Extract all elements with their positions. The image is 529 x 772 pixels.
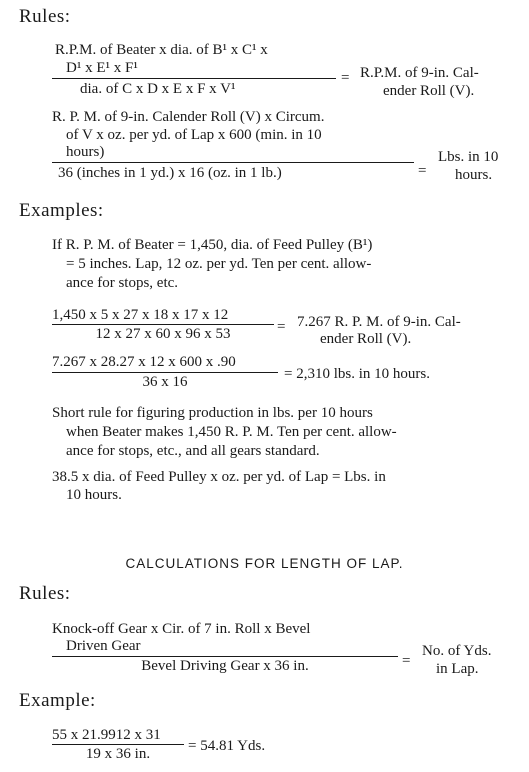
short-rule-line-3: ance for stops, etc., and all gears standard. bbox=[66, 443, 320, 459]
short-rule-line-1: Short rule for figuring production in lbs. per 10 hours bbox=[52, 405, 373, 421]
example-heading: Example: bbox=[19, 690, 96, 711]
result-line-2: hours. bbox=[455, 167, 493, 183]
numerator: 55 x 21.9912 x 31 bbox=[52, 727, 161, 743]
result-line-1: No. of Yds. bbox=[422, 643, 492, 659]
denominator: 36 x 16 bbox=[142, 374, 188, 390]
numerator-line-1: R.P.M. of Beater x dia. of B¹ x C¹ x bbox=[55, 42, 268, 58]
equals-sign: = bbox=[402, 653, 411, 669]
result-line-2: ender Roll (V). bbox=[383, 83, 475, 99]
constant-line-2: 10 hours. bbox=[66, 487, 122, 503]
denominator: Bevel Driving Gear x 36 in. bbox=[141, 658, 309, 674]
numerator-line-1: R. P. M. of 9-in. Calender Roll (V) x Circum. bbox=[52, 109, 325, 125]
fraction-bar bbox=[52, 162, 414, 163]
rules-heading-2: Rules: bbox=[19, 583, 71, 604]
numerator: 1,450 x 5 x 27 x 18 x 17 x 12 bbox=[52, 307, 229, 323]
numerator-line-3: hours) bbox=[66, 144, 105, 160]
result: = 54.81 Yds. bbox=[188, 738, 266, 754]
result-line-1: R.P.M. of 9-in. Cal- bbox=[360, 65, 479, 81]
equals-sign: = bbox=[418, 163, 427, 179]
intro-line-2: = 5 inches. Lap, 12 oz. per yd. Ten per cent. allow- bbox=[66, 256, 372, 272]
numerator-line-2: Driven Gear bbox=[66, 638, 141, 654]
result-line-2: ender Roll (V). bbox=[320, 331, 412, 347]
result: = 2,310 lbs. in 10 hours. bbox=[284, 366, 430, 382]
equals-sign: = bbox=[277, 319, 286, 335]
numerator-line-1: Knock-off Gear x Cir. of 7 in. Roll x Bevel bbox=[52, 621, 311, 637]
equals-sign: = bbox=[341, 70, 350, 86]
intro-line-3: ance for stops, etc. bbox=[66, 275, 179, 291]
denominator: 36 (inches in 1 yd.) x 16 (oz. in 1 lb.) bbox=[58, 165, 282, 181]
numerator: 7.267 x 28.27 x 12 x 600 x .90 bbox=[52, 354, 236, 370]
short-rule-line-2: when Beater makes 1,450 R. P. M. Ten per cent. allow- bbox=[66, 424, 397, 440]
rules-heading: Rules: bbox=[19, 6, 71, 27]
result-line-2: in Lap. bbox=[436, 661, 479, 677]
constant-line-1: 38.5 x dia. of Feed Pulley x oz. per yd. of Lap = Lbs. in bbox=[52, 469, 386, 485]
numerator-line-2: of V x oz. per yd. of Lap x 600 (min. in 10 bbox=[66, 127, 322, 143]
denominator: dia. of C x D x E x F x V¹ bbox=[80, 81, 236, 97]
denominator: 19 x 36 in. bbox=[85, 746, 151, 762]
denominator: 12 x 27 x 60 x 96 x 53 bbox=[95, 326, 231, 342]
numerator-line-2: D¹ x E¹ x F¹ bbox=[66, 60, 138, 76]
result-line-1: 7.267 R. P. M. of 9-in. Cal- bbox=[297, 314, 461, 330]
examples-heading: Examples: bbox=[19, 200, 104, 221]
intro-line-1: If R. P. M. of Beater = 1,450, dia. of Feed Pulley (B¹) bbox=[52, 237, 373, 253]
section-title: CALCULATIONS FOR LENGTH OF LAP. bbox=[125, 556, 404, 571]
fraction-bar bbox=[52, 78, 336, 79]
result-line-1: Lbs. in 10 bbox=[438, 149, 499, 165]
